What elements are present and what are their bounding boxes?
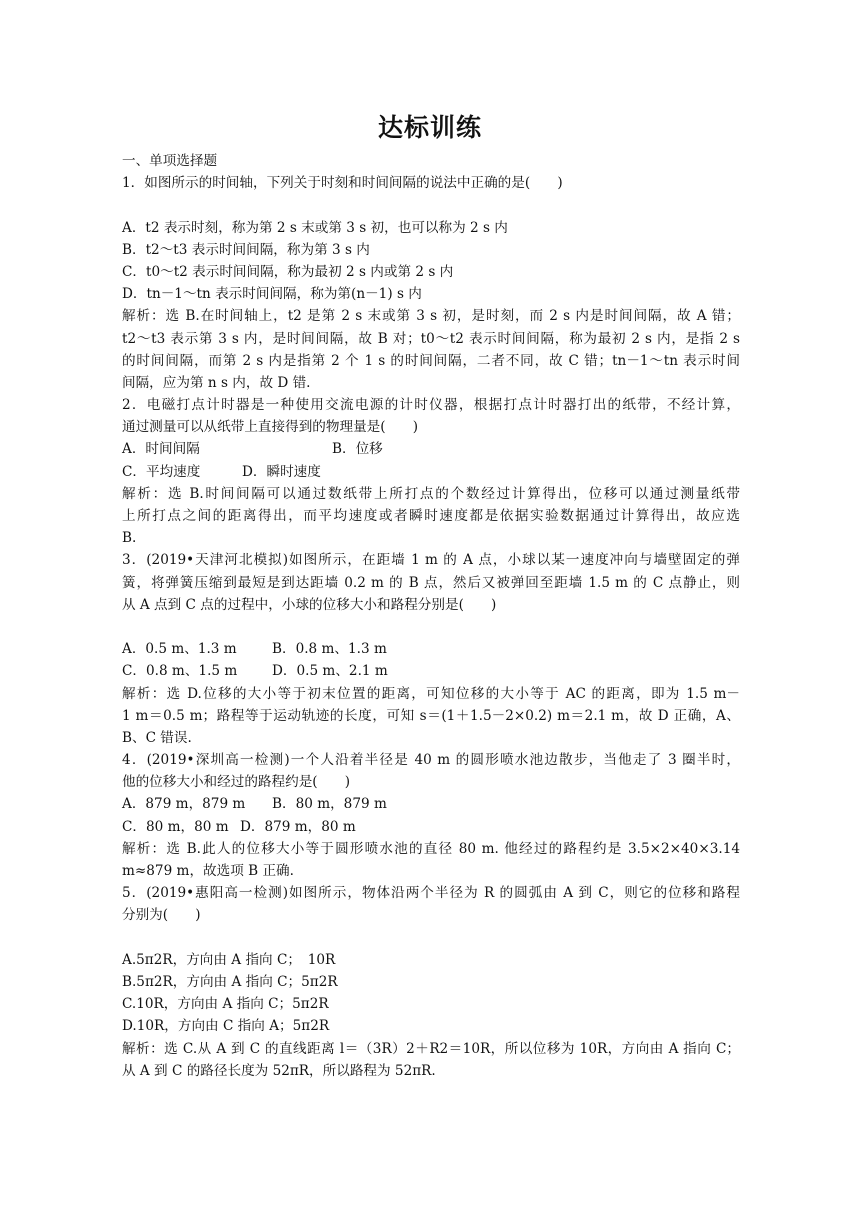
q4-option-b: B．80 m，879 m: [272, 796, 387, 813]
q4-options-row: [122, 793, 740, 815]
q2-stem-line: 2．电磁打点计时器是一种使用交流电源的计时仪器，根据打点计时器打出的纸带，不经计算，: [122, 397, 740, 414]
q4-option-a: A．879 m，879 m: [122, 796, 246, 813]
q5-stem-line: 5．(2019•惠阳高一检测)如图所示，物体沿两个半径为 R 的圆弧由 A 到 C，则它的位移和路程: [122, 885, 740, 902]
q1-option-c: C．t0～t2 表示时间间隔，称为最初 2 s 内或第 2 s 内: [122, 263, 454, 280]
q5-analysis-line: 解析：选 C.从 A 到 C 的直线距离 l＝（3R）2＋R2＝10R，所以位移为 10R，方向由 A 指向 C；: [122, 1040, 740, 1057]
q3-stem-line: 3．(2019•天津河北模拟)如图所示，在距墙 1 m 的 A 点，小球以某一速度冲向与墙壁固定的弹: [122, 552, 740, 569]
q2-analysis-line: 上所打点之间的距离得出，而平均速度或者瞬时速度都是依据实验数据通过计算得出，故应选: [122, 508, 740, 524]
section-heading: 一、单项选择题: [122, 153, 218, 169]
q2-option-c: C．平均速度: [122, 463, 201, 480]
q3-analysis-line: 解析：选 D.位移的大小等于初末位置的距离，可知位移的大小等于 AC 的距离，即为 1.5 m－: [122, 685, 740, 702]
q1-analysis-line: 解析：选 B.在时间轴上，t2 是第 2 s 末或第 3 s 初，是时刻，而 2 s 内是时间间隔，故 A 错；: [122, 308, 740, 325]
q3-figure-space: [122, 616, 740, 638]
q5-figure-space: [122, 927, 740, 949]
q3-option-a: A．0.5 m、1.3 m: [122, 641, 237, 658]
q4-option-d: D．879 m，80 m: [240, 818, 356, 835]
q1-option-a: A．t2 表示时刻，称为第 2 s 末或第 3 s 初，也可以称为 2 s 内: [122, 219, 508, 236]
q5-stem-line: 分别为( ): [122, 907, 201, 924]
q3-analysis-line: B、C 错误.: [122, 729, 192, 746]
q2-option-a: A．时间间隔: [122, 441, 200, 458]
q1-stem: 1．如图所示的时间轴，下列关于时刻和时间间隔的说法中正确的是( ): [122, 175, 563, 192]
q4-analysis-line: m≈879 m，故选项 B 正确.: [122, 863, 294, 879]
q1-analysis-line: t2～t3 表示第 3 s 内，是时间间隔，故 B 对；t0～t2 表示时间间隔，称为最初 2 s 内，是指 2 s: [122, 330, 740, 347]
q1-analysis-line: 的时间间隔，而第 2 s 内是指第 2 个 1 s 的时间间隔，二者不同，故 C 错；tn－1～tn 表示时间: [122, 352, 740, 369]
q2-options-row: [122, 438, 740, 460]
q1-option-b: B．t2～t3 表示时间间隔，称为第 3 s 内: [122, 241, 370, 258]
q5-option-d: D.10R，方向由 C 指向 A；5π2R: [122, 1018, 330, 1035]
q4-stem-line: 4．(2019•深圳高一检测)一个人沿着半径是 40 m 的圆形喷水池边散步，当他走了 3 圈半时，: [122, 752, 740, 769]
q5-option-b: B.5π2R，方向由 A 指向 C；5π2R: [122, 973, 338, 990]
q1-figure-space: [122, 194, 740, 216]
q3-options-row: [122, 638, 740, 660]
q5-option-a: A.5π2R，方向由 A 指向 C； 10R: [122, 951, 336, 968]
q3-option-b: B．0.8 m、1.3 m: [272, 641, 387, 658]
q2-analysis-line: 解析：选 B.时间间隔可以通过数纸带上所打点的个数经过计算得出，位移可以通过测量纸带: [122, 485, 740, 502]
page-title: 达标训练: [377, 113, 482, 142]
q2-analysis-line: B.: [122, 530, 137, 547]
q4-option-c: C．80 m，80 m: [122, 818, 229, 835]
q4-analysis-line: 解析：选 B.此人的位移大小等于圆形喷水池的直径 80 m. 他经过的路程约是 3.5×2×40×3.14: [122, 840, 740, 857]
q3-stem-line: 簧，将弹簧压缩到最短是到达距墙 0.2 m 的 B 点，然后又被弹回至距墙 1.5 m 的 C 点静止，则: [122, 574, 740, 591]
q2-option-d: D．瞬时速度: [242, 463, 321, 480]
q3-option-d: D．0.5 m、2.1 m: [272, 663, 388, 680]
q4-options-row: [122, 816, 740, 838]
q2-options-row: [122, 461, 740, 483]
q3-analysis-line: 1 m＝0.5 m；路程等于运动轨迹的长度，可知 s＝(1＋1.5－2×0.2) m＝2.1 m，故 D 正确，A、: [122, 707, 740, 724]
q1-option-d: D．tn－1～tn 表示时间间隔，称为第(n－1) s 内: [122, 286, 422, 303]
q1-analysis-line: 间隔，应为第 n s 内，故 D 错.: [122, 374, 311, 391]
q5-option-c: C.10R，方向由 A 指向 C；5π2R: [122, 996, 329, 1013]
q2-stem-line: 通过测量可以从纸带上直接得到的物理量是( ): [122, 419, 419, 436]
document-body: [122, 150, 740, 1082]
q4-stem-line: 他的位移大小和经过的路程约是( ): [122, 774, 351, 791]
q5-analysis-line: 从 A 到 C 的路径长度为 52πR，所以路程为 52πR.: [122, 1062, 436, 1079]
q3-options-row: [122, 660, 740, 682]
q3-option-c: C．0.8 m、1.5 m: [122, 663, 238, 680]
q2-option-b: B．位移: [332, 441, 383, 458]
q3-stem-line: 从 A 点到 C 点的过程中，小球的位移大小和路程分别是( ): [122, 596, 497, 613]
